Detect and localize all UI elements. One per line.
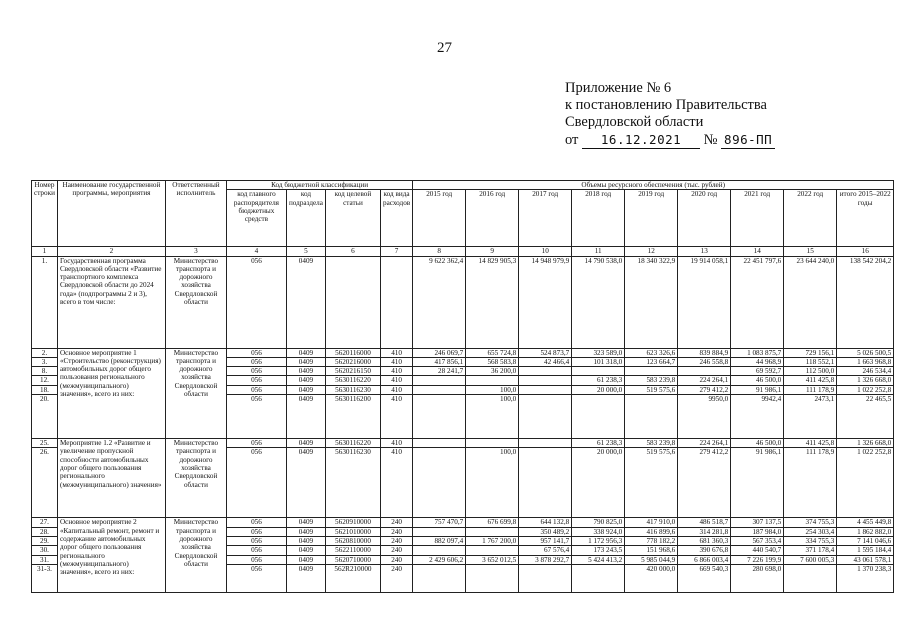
program-name: Основное мероприятие 2 «Капитальный ремонт, ремонт и содержание автомобильных дорог общего пользования регионального (межмуниципального) значения», всего из них: bbox=[57, 518, 165, 592]
code-subsection: 0409 bbox=[286, 348, 325, 357]
value-cell: 371 178,4 bbox=[784, 546, 837, 555]
value-cell: 151 968,6 bbox=[625, 546, 678, 555]
value-cell: 583 239,8 bbox=[625, 439, 678, 448]
value-cell: 9950,0 bbox=[678, 395, 731, 439]
row-number: 18. bbox=[32, 385, 58, 394]
value-cell: 486 518,7 bbox=[678, 518, 731, 527]
code-expense-type: 240 bbox=[380, 536, 412, 545]
code-main-manager: 056 bbox=[226, 256, 286, 348]
column-number: 5 bbox=[286, 247, 325, 256]
header-year: 2020 год bbox=[678, 190, 731, 247]
value-cell bbox=[413, 395, 466, 439]
code-subsection: 0409 bbox=[286, 385, 325, 394]
value-cell: 623 326,6 bbox=[625, 348, 678, 357]
code-subsection: 0409 bbox=[286, 357, 325, 366]
code-target: 5630116230 bbox=[325, 448, 380, 518]
table-row bbox=[32, 439, 894, 448]
code-main-manager: 056 bbox=[226, 348, 286, 357]
value-cell: 19 914 058,1 bbox=[678, 256, 731, 348]
value-cell: 3 652 012,5 bbox=[466, 555, 519, 564]
value-cell: 224 264,1 bbox=[678, 439, 731, 448]
value-cell: 757 470,7 bbox=[413, 518, 466, 527]
header-executor: Ответственный исполнитель bbox=[165, 181, 226, 247]
value-cell: 644 132,8 bbox=[519, 518, 572, 527]
code-main-manager: 056 bbox=[226, 439, 286, 448]
header-total: итого 2015–2022 годы bbox=[837, 190, 894, 247]
value-total: 1 326 668,0 bbox=[837, 439, 894, 448]
value-total: 4 455 449,8 bbox=[837, 518, 894, 527]
value-cell bbox=[519, 385, 572, 394]
value-total: 138 542 204,2 bbox=[837, 256, 894, 348]
value-cell: 254 303,4 bbox=[784, 527, 837, 536]
executor: Министерство транспорта и дорожного хозяйства Свердловской области bbox=[165, 439, 226, 518]
value-cell bbox=[413, 546, 466, 555]
value-cell: 440 540,7 bbox=[731, 546, 784, 555]
header-budget-codes: Код бюджетной классификации bbox=[226, 181, 412, 190]
code-target: 5620910000 bbox=[325, 518, 380, 527]
header-row-number: Номер строки bbox=[32, 181, 58, 247]
row-number: 3. bbox=[32, 357, 58, 366]
value-cell: 18 340 322,9 bbox=[625, 256, 678, 348]
value-total: 1 595 184,4 bbox=[837, 546, 894, 555]
code-subsection: 0409 bbox=[286, 536, 325, 545]
value-cell: 417 856,1 bbox=[413, 357, 466, 366]
value-cell bbox=[466, 439, 519, 448]
code-subsection: 0409 bbox=[286, 448, 325, 518]
value-cell: 100,0 bbox=[466, 385, 519, 394]
value-cell: 1 083 875,7 bbox=[731, 348, 784, 357]
value-cell: 519 575,6 bbox=[625, 448, 678, 518]
code-target: 5630116220 bbox=[325, 376, 380, 385]
header-year: 2018 год bbox=[572, 190, 625, 247]
code-subsection: 0409 bbox=[286, 564, 325, 592]
column-number: 3 bbox=[165, 247, 226, 256]
value-cell: 28 241,7 bbox=[413, 367, 466, 376]
code-main-manager: 056 bbox=[226, 518, 286, 527]
code-main-manager: 056 bbox=[226, 376, 286, 385]
value-cell: 279 412,2 bbox=[678, 448, 731, 518]
value-cell: 36 200,0 bbox=[466, 367, 519, 376]
value-cell: 568 583,8 bbox=[466, 357, 519, 366]
code-main-manager: 056 bbox=[226, 546, 286, 555]
code-expense-type: 410 bbox=[380, 448, 412, 518]
value-cell: 173 243,5 bbox=[572, 546, 625, 555]
code-expense-type: 240 bbox=[380, 555, 412, 564]
code-main-manager: 056 bbox=[226, 564, 286, 592]
value-cell: 118 552,1 bbox=[784, 357, 837, 366]
column-numbers-row bbox=[32, 247, 894, 256]
value-total: 1 370 238,3 bbox=[837, 564, 894, 592]
value-cell bbox=[572, 564, 625, 592]
value-cell: 61 238,3 bbox=[572, 376, 625, 385]
value-total: 246 534,4 bbox=[837, 367, 894, 376]
code-target: 5620216150 bbox=[325, 367, 380, 376]
value-cell: 882 097,4 bbox=[413, 536, 466, 545]
value-cell bbox=[413, 564, 466, 592]
value-cell: 2473,1 bbox=[784, 395, 837, 439]
row-number: 28. bbox=[32, 527, 58, 536]
value-cell: 23 644 240,0 bbox=[784, 256, 837, 348]
value-cell: 681 360,3 bbox=[678, 536, 731, 545]
value-cell bbox=[466, 546, 519, 555]
value-cell: 246 069,7 bbox=[413, 348, 466, 357]
code-main-manager: 056 bbox=[226, 357, 286, 366]
code-target: 5620116000 bbox=[325, 348, 380, 357]
header-year: 2017 год bbox=[519, 190, 572, 247]
header-code-expense-type: код вида расходов bbox=[380, 190, 412, 247]
value-cell: 374 755,3 bbox=[784, 518, 837, 527]
value-cell: 323 589,0 bbox=[572, 348, 625, 357]
column-number: 14 bbox=[731, 247, 784, 256]
value-cell bbox=[572, 395, 625, 439]
value-cell bbox=[413, 376, 466, 385]
value-total: 1 022 252,8 bbox=[837, 385, 894, 394]
column-number: 15 bbox=[784, 247, 837, 256]
executor: Министерство транспорта и дорожного хозяйства Свердловской области bbox=[165, 348, 226, 438]
code-main-manager: 056 bbox=[226, 555, 286, 564]
code-subsection: 0409 bbox=[286, 395, 325, 439]
value-total: 5 026 500,5 bbox=[837, 348, 894, 357]
column-number: 12 bbox=[625, 247, 678, 256]
column-number: 10 bbox=[519, 247, 572, 256]
value-cell: 112 500,0 bbox=[784, 367, 837, 376]
column-number: 4 bbox=[226, 247, 286, 256]
code-expense-type: 410 bbox=[380, 439, 412, 448]
value-cell: 334 755,3 bbox=[784, 536, 837, 545]
row-number: 27. bbox=[32, 518, 58, 527]
header-year: 2019 год bbox=[625, 190, 678, 247]
value-cell bbox=[784, 564, 837, 592]
table-header bbox=[32, 181, 894, 257]
value-cell: 42 466,4 bbox=[519, 357, 572, 366]
value-cell: 307 137,5 bbox=[731, 518, 784, 527]
appendix-date-line bbox=[565, 131, 775, 149]
code-target: 5630116230 bbox=[325, 385, 380, 394]
value-cell bbox=[519, 367, 572, 376]
value-total: 1 326 668,0 bbox=[837, 376, 894, 385]
column-number: 11 bbox=[572, 247, 625, 256]
column-number: 16 bbox=[837, 247, 894, 256]
value-cell: 3 878 292,7 bbox=[519, 555, 572, 564]
table-row bbox=[32, 256, 894, 348]
value-cell: 411 425,8 bbox=[784, 376, 837, 385]
code-target: 5622110000 bbox=[325, 546, 380, 555]
value-cell bbox=[413, 527, 466, 536]
header-code-target: код целевой статьи bbox=[325, 190, 380, 247]
code-expense-type: 240 bbox=[380, 518, 412, 527]
code-subsection: 0409 bbox=[286, 376, 325, 385]
value-cell bbox=[519, 564, 572, 592]
value-cell: 957 141,7 bbox=[519, 536, 572, 545]
value-cell: 14 790 538,0 bbox=[572, 256, 625, 348]
table-row bbox=[32, 518, 894, 527]
code-main-manager: 056 bbox=[226, 527, 286, 536]
value-cell bbox=[519, 376, 572, 385]
value-cell: 279 412,2 bbox=[678, 385, 731, 394]
header-year: 2016 год bbox=[466, 190, 519, 247]
appendix-line-3: Свердловской области bbox=[565, 114, 704, 130]
value-cell: 9942,4 bbox=[731, 395, 784, 439]
table-body bbox=[32, 256, 894, 592]
code-target: 5620710000 bbox=[325, 555, 380, 564]
value-cell: 655 724,8 bbox=[466, 348, 519, 357]
value-cell: 61 238,3 bbox=[572, 439, 625, 448]
value-total: 1 862 882,0 bbox=[837, 527, 894, 536]
value-cell: 101 318,0 bbox=[572, 357, 625, 366]
value-cell: 100,0 bbox=[466, 395, 519, 439]
row-number: 12. bbox=[32, 376, 58, 385]
code-expense-type: 410 bbox=[380, 367, 412, 376]
value-cell: 44 968,9 bbox=[731, 357, 784, 366]
appendix-line-2: к постановлению Правительства bbox=[565, 97, 767, 113]
value-cell: 6 866 003,4 bbox=[678, 555, 731, 564]
value-cell: 69 592,7 bbox=[731, 367, 784, 376]
value-cell: 246 558,8 bbox=[678, 357, 731, 366]
value-cell: 7 600 005,3 bbox=[784, 555, 837, 564]
executor: Министерство транспорта и дорожного хозяйства Свердловской области bbox=[165, 256, 226, 348]
row-number: 25. bbox=[32, 439, 58, 448]
value-cell: 338 924,0 bbox=[572, 527, 625, 536]
appendix-title: Приложение № 6 bbox=[565, 80, 672, 96]
value-cell: 524 873,7 bbox=[519, 348, 572, 357]
value-cell: 224 264,1 bbox=[678, 376, 731, 385]
row-number: 30. bbox=[32, 546, 58, 555]
value-total: 43 061 578,1 bbox=[837, 555, 894, 564]
column-number: 2 bbox=[57, 247, 165, 256]
code-expense-type: 410 bbox=[380, 376, 412, 385]
value-cell: 350 489,2 bbox=[519, 527, 572, 536]
row-number: 31. bbox=[32, 555, 58, 564]
value-cell: 46 500,0 bbox=[731, 439, 784, 448]
column-number: 1 bbox=[32, 247, 58, 256]
code-subsection: 0409 bbox=[286, 439, 325, 448]
code-subsection: 0409 bbox=[286, 518, 325, 527]
value-cell bbox=[466, 527, 519, 536]
value-cell: 420 000,0 bbox=[625, 564, 678, 592]
code-target bbox=[325, 256, 380, 348]
code-main-manager: 056 bbox=[226, 536, 286, 545]
value-cell: 91 986,1 bbox=[731, 385, 784, 394]
value-cell: 20 000,0 bbox=[572, 448, 625, 518]
value-cell: 100,0 bbox=[466, 448, 519, 518]
value-cell: 187 984,0 bbox=[731, 527, 784, 536]
row-number: 29. bbox=[32, 536, 58, 545]
executor: Министерство транспорта и дорожного хозяйства Свердловской области bbox=[165, 518, 226, 592]
header-year: 2022 год bbox=[784, 190, 837, 247]
page-number: 27 bbox=[437, 40, 452, 56]
row-number: 31-3. bbox=[32, 564, 58, 592]
code-target: 5620810000 bbox=[325, 536, 380, 545]
number-prefix: № bbox=[703, 132, 718, 148]
header-code-main-manager: код главного распорядителя бюджетных средств bbox=[226, 190, 286, 247]
code-target: 5630116200 bbox=[325, 395, 380, 439]
value-cell: 314 281,8 bbox=[678, 527, 731, 536]
value-cell bbox=[413, 448, 466, 518]
code-main-manager: 056 bbox=[226, 395, 286, 439]
code-subsection: 0409 bbox=[286, 527, 325, 536]
header-code-subsection: код подраздела bbox=[286, 190, 325, 247]
row-number: 8. bbox=[32, 367, 58, 376]
column-number: 8 bbox=[413, 247, 466, 256]
code-subsection: 0409 bbox=[286, 555, 325, 564]
value-cell bbox=[413, 385, 466, 394]
code-subsection: 0409 bbox=[286, 546, 325, 555]
row-number: 26. bbox=[32, 448, 58, 518]
row-number: 1. bbox=[32, 256, 58, 348]
value-cell: 5 424 413,2 bbox=[572, 555, 625, 564]
value-cell: 91 986,1 bbox=[731, 448, 784, 518]
code-target: 5630116220 bbox=[325, 439, 380, 448]
row-number: 2. bbox=[32, 348, 58, 357]
header-resource-volumes: Объемы ресурсного обеспечения (тыс. рублей) bbox=[413, 181, 894, 190]
value-cell: 20 000,0 bbox=[572, 385, 625, 394]
value-total: 1 663 968,8 bbox=[837, 357, 894, 366]
value-cell: 1 767 200,0 bbox=[466, 536, 519, 545]
code-expense-type: 410 bbox=[380, 348, 412, 357]
table-row bbox=[32, 348, 894, 357]
row-number: 20. bbox=[32, 395, 58, 439]
value-cell: 790 825,0 bbox=[572, 518, 625, 527]
header-year: 2021 год bbox=[731, 190, 784, 247]
header-program-name: Наименование государственной программы, мероприятия bbox=[57, 181, 165, 247]
code-main-manager: 056 bbox=[226, 385, 286, 394]
value-cell: 390 676,8 bbox=[678, 546, 731, 555]
value-cell bbox=[678, 367, 731, 376]
value-cell bbox=[519, 395, 572, 439]
code-expense-type: 410 bbox=[380, 357, 412, 366]
resolution-date: 16.12.2021 bbox=[582, 131, 700, 149]
code-subsection: 0409 bbox=[286, 256, 325, 348]
value-cell: 1 172 956,3 bbox=[572, 536, 625, 545]
value-cell: 669 540,3 bbox=[678, 564, 731, 592]
value-total: 22 465,5 bbox=[837, 395, 894, 439]
value-cell bbox=[413, 439, 466, 448]
column-number: 7 bbox=[380, 247, 412, 256]
value-cell bbox=[519, 439, 572, 448]
value-cell: 7 226 199,9 bbox=[731, 555, 784, 564]
code-main-manager: 056 bbox=[226, 448, 286, 518]
value-cell: 9 622 362,4 bbox=[413, 256, 466, 348]
value-cell: 567 353,4 bbox=[731, 536, 784, 545]
resolution-number: 896-ПП bbox=[721, 131, 775, 149]
code-expense-type: 240 bbox=[380, 527, 412, 536]
budget-table bbox=[31, 180, 894, 593]
code-expense-type bbox=[380, 256, 412, 348]
value-cell: 778 182,2 bbox=[625, 536, 678, 545]
code-expense-type: 240 bbox=[380, 546, 412, 555]
code-subsection: 0409 bbox=[286, 367, 325, 376]
code-expense-type: 410 bbox=[380, 385, 412, 394]
value-cell: 417 910,0 bbox=[625, 518, 678, 527]
value-cell: 280 698,0 bbox=[731, 564, 784, 592]
code-target: 5621010000 bbox=[325, 527, 380, 536]
value-cell: 519 575,6 bbox=[625, 385, 678, 394]
date-prefix: от bbox=[565, 132, 579, 148]
value-cell: 123 664,7 bbox=[625, 357, 678, 366]
program-name: Основное мероприятие 1 «Строительство (реконструкция) автомобильных дорог общего пользования регионального (межмуниципального) значения», всего из них: bbox=[57, 348, 165, 438]
value-cell bbox=[519, 448, 572, 518]
value-cell: 22 451 797,6 bbox=[731, 256, 784, 348]
value-cell: 14 948 979,9 bbox=[519, 256, 572, 348]
value-cell: 111 178,9 bbox=[784, 448, 837, 518]
value-cell: 583 239,8 bbox=[625, 376, 678, 385]
code-expense-type: 240 bbox=[380, 564, 412, 592]
program-name: Мероприятие 1.2 «Развитие и увеличение пропускной способности автомобильных дорог общего пользования регионального (межмуниципального) значения» bbox=[57, 439, 165, 518]
value-cell bbox=[466, 376, 519, 385]
value-cell: 67 576,4 bbox=[519, 546, 572, 555]
value-cell: 839 884,9 bbox=[678, 348, 731, 357]
value-cell: 2 429 606,2 bbox=[413, 555, 466, 564]
value-cell bbox=[625, 395, 678, 439]
value-cell: 14 829 905,3 bbox=[466, 256, 519, 348]
value-cell: 676 699,8 bbox=[466, 518, 519, 527]
column-number: 9 bbox=[466, 247, 519, 256]
value-cell bbox=[466, 564, 519, 592]
value-total: 7 141 046,6 bbox=[837, 536, 894, 545]
value-cell: 411 425,8 bbox=[784, 439, 837, 448]
value-cell: 416 899,6 bbox=[625, 527, 678, 536]
header-year: 2015 год bbox=[413, 190, 466, 247]
code-expense-type: 410 bbox=[380, 395, 412, 439]
appendix-header bbox=[565, 80, 775, 149]
value-cell bbox=[625, 367, 678, 376]
value-cell: 46 500,0 bbox=[731, 376, 784, 385]
value-total: 1 022 252,8 bbox=[837, 448, 894, 518]
value-cell: 5 985 044,9 bbox=[625, 555, 678, 564]
code-main-manager: 056 bbox=[226, 367, 286, 376]
column-number: 13 bbox=[678, 247, 731, 256]
value-cell bbox=[572, 367, 625, 376]
code-target: 562R210000 bbox=[325, 564, 380, 592]
value-cell: 111 178,9 bbox=[784, 385, 837, 394]
value-cell: 729 156,1 bbox=[784, 348, 837, 357]
code-target: 5620216000 bbox=[325, 357, 380, 366]
column-number: 6 bbox=[325, 247, 380, 256]
program-name: Государственная программа Свердловской области «Развитие транспортного комплекса Свердловской области до 2024 года» (подпрограммы 2 и 3), всего в том числе: bbox=[57, 256, 165, 348]
